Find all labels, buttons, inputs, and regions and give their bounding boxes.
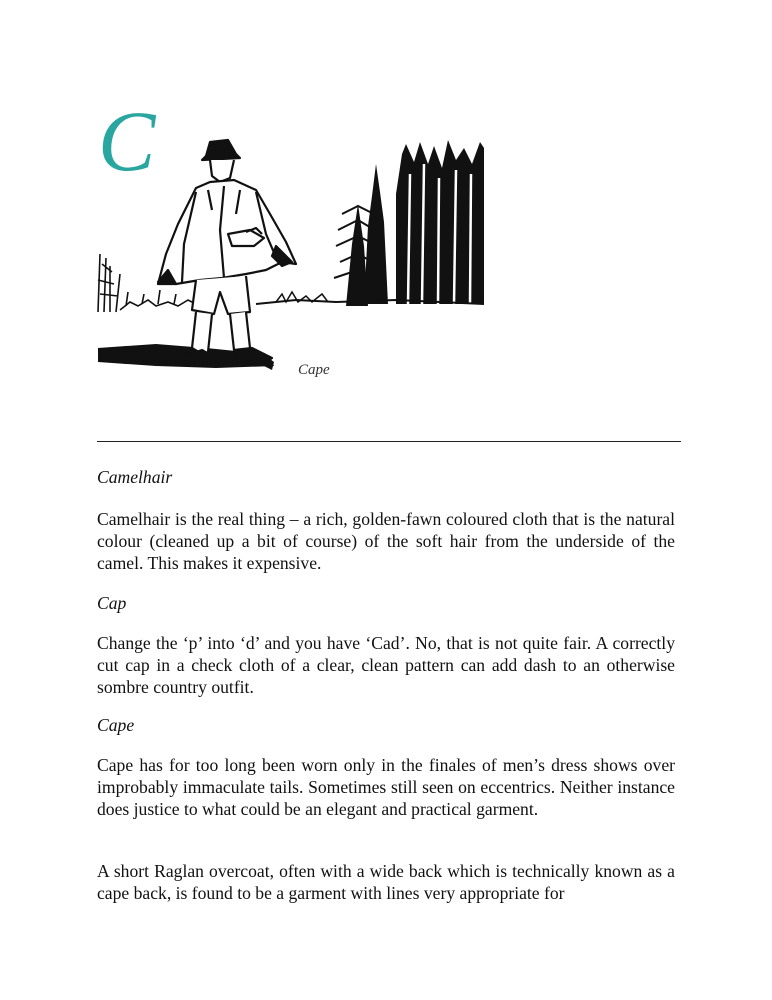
drop-cap-letter: C [98,93,156,189]
entry-paragraph-cape-2: A short Raglan overcoat, often with a wide back which is technically known as a cape back, is found to be a garment with lines very appropriate for [97,861,675,903]
entry-heading-cape: Cape [97,715,135,735]
entry-paragraph-camelhair: Camelhair is the real thing – a rich, golden-fawn coloured cloth that is the natural colour (cleaned up a bit of course) of the soft hair from the underside of the camel. This makes it expensive. [97,509,675,573]
entry-paragraph-cape-1: Cape has for too long been worn only in the finales of men’s dress shows over improbably immaculate tails. Sometimes still seen on eccentrics. Neither instance does justice to what could be an elegant and practical garment. [97,755,675,819]
forest-trees [256,140,484,306]
entry-paragraph-cap: Change the ‘p’ into ‘d’ and you have ‘Cad’. No, that is not quite fair. A correctly cut cap in a check cloth of a clear, clean pattern can add dash to an otherwise sombre country outfit. [97,633,675,697]
illustration-caption: Cape [298,362,330,378]
cape-illustration [96,134,486,384]
entry-heading-camelhair: Camelhair [97,467,173,487]
section-divider [97,441,681,442]
entry-heading-cap: Cap [97,593,127,613]
man-in-cape [158,140,296,364]
